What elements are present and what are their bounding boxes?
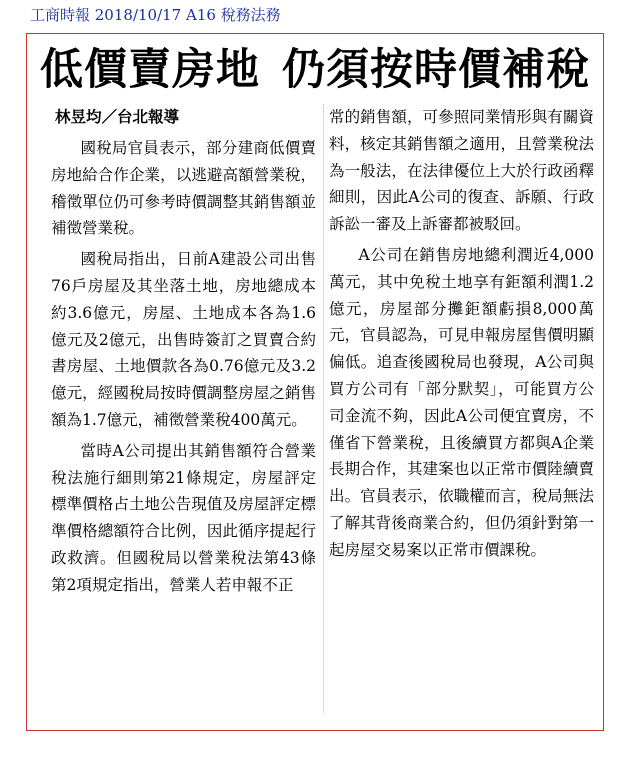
headline-part-2: 仍須按時價補稅: [282, 45, 590, 95]
article-column-right: [329, 104, 594, 564]
article-paragraph: 國稅局指出，日前A建設公司出售76戶房屋及其坐落土地，房地總成本約3.6億元，房屋、土地成本各為1.6億元及2億元，出售時簽訂之買賣合約書房屋、土地價款各為0.76億元及3.2億元，經國稅局按時價調整房屋之銷售額為1.7億元，補徵營業稅400萬元。: [51, 250, 316, 429]
byline: 林昱均／台北報導: [55, 108, 180, 126]
article-paragraph: 常的銷售額，可參照同業情形與有關資料，核定其銷售額之適用，且營業稅法為一般法，在法律優位上大於行政函釋細則，因此A公司的復查、訴願、行政訴訟一審及上訴審都被駁回。: [329, 108, 594, 234]
column-divider: [323, 104, 324, 714]
headline-part-1: 低價賣房地: [40, 45, 260, 95]
article-paragraph: 國稅局官員表示，部分建商低價賣房地給合作企業，以逃避高額營業稅，稽徵單位仍可參考時價調整其銷售額並補徵營業稅。: [51, 139, 316, 238]
article-paragraph: A公司在銷售房地總利潤近4,000萬元，其中免稅土地享有鉅額利潤1.2億元，房屋部分攤鉅額虧損8,000萬元，官員認為，可見申報房屋售價明顯偏低。追查後國稅局也發現，A公司與買方公司有「部分默契」，可能買方公司金流不夠，因此A公司便宜賣房，不僅省下營業稅，且後續買方都與A企業長期合作，其建案也以正常市價陸續賣出。官員表示，依職權而言，稅局無法了解其背後商業合約，但仍須針對第一起房屋交易案以正常市價課稅。: [329, 245, 594, 559]
article-paragraph: 當時A公司提出其銷售額符合營業稅法施行細則第21條規定，房屋評定標準價格占土地公告現值及房屋評定標準價格總額符合比例，因此循序提起行政救濟。但國稅局以營業稅法第43條第2項規定指出，營業人若申報不正: [51, 441, 316, 594]
source-line: 工商時報 2018/10/17 A16 稅務法務: [30, 6, 281, 24]
article-frame: [26, 33, 604, 731]
article-column-left: [51, 104, 316, 599]
headline: [27, 38, 603, 102]
